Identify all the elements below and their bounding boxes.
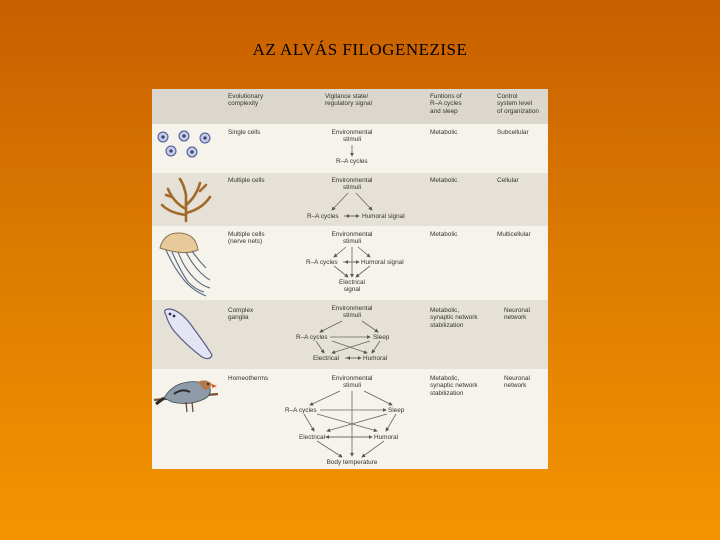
row5-sleep: Sleep (388, 407, 405, 414)
row1-control: Subcellular (497, 129, 529, 136)
row1-ra-cycles: R–A cycles (336, 158, 368, 165)
row5-control: Neuronal network (504, 375, 530, 390)
row3-env-stimuli: Environmental stimuli (331, 231, 373, 246)
header-control: Control system level of organization (497, 93, 539, 115)
row5-env-stimuli: Environmental stimuli (331, 375, 373, 390)
phylogeny-figure (152, 89, 548, 469)
row2-humoral-signal: Humoral signal (362, 213, 405, 220)
single-cells-icon (154, 127, 218, 167)
slide-title: AZ ALVÁS FILOGENEZISE (252, 40, 468, 59)
header-complexity: Evolutionary complexity (228, 93, 264, 108)
row4-sleep: Sleep (373, 334, 390, 341)
row2-env-stimuli: Environmental stimuli (331, 177, 373, 192)
flatworm-icon (158, 307, 216, 361)
row3-electrical-signal: Electrical signal (339, 279, 365, 294)
row5-ra-cycles: R–A cycles (285, 407, 317, 414)
row4-function: Metabolic, synaptic network stabilization (430, 307, 478, 329)
row1-env-stimuli: Environmental stimuli (331, 129, 373, 144)
row4-control: Neuronal network (504, 307, 530, 322)
row4-organism: Complex ganglia (228, 307, 254, 322)
row1-function: Metabolic (430, 129, 458, 136)
row4-humoral: Humoral (363, 355, 388, 362)
row2-ra-cycles: R–A cycles (307, 213, 339, 220)
sponge-icon (156, 175, 216, 223)
finch-icon (154, 374, 220, 418)
row5-organism: Homeotherms (228, 375, 269, 382)
row3-function: Metabolic (430, 231, 458, 238)
row4-env-stimuli: Environmental stimuli (331, 305, 373, 320)
row2-control: Cellular (497, 177, 519, 184)
row3-humoral-signal: Humoral signal (361, 259, 404, 266)
row2-function: Metabolic (430, 177, 458, 184)
row5-humoral: Humoral (374, 434, 399, 441)
header-signal: Vigilance state/ regulatory signal (325, 93, 372, 108)
header-functions: Funtions of R–A cycles and sleep (430, 93, 462, 115)
row3-ra-cycles: R–A cycles (306, 259, 338, 266)
row5-body-temperature: Body temperature (326, 459, 378, 466)
row1-organism: Single cells (228, 129, 261, 136)
row4-ra-cycles: R–A cycles (296, 334, 328, 341)
row2-organism: Multiple cells (228, 177, 265, 184)
row5-function: Metabolic, synaptic network stabilization (430, 375, 478, 397)
row3-organism: Multiple cells (nerve nets) (228, 231, 265, 246)
row5-electrical: Electrical (299, 434, 325, 441)
row4-electrical: Electrical (313, 355, 339, 362)
jellyfish-icon (154, 230, 212, 298)
row3-control: Multicellular (497, 231, 531, 238)
